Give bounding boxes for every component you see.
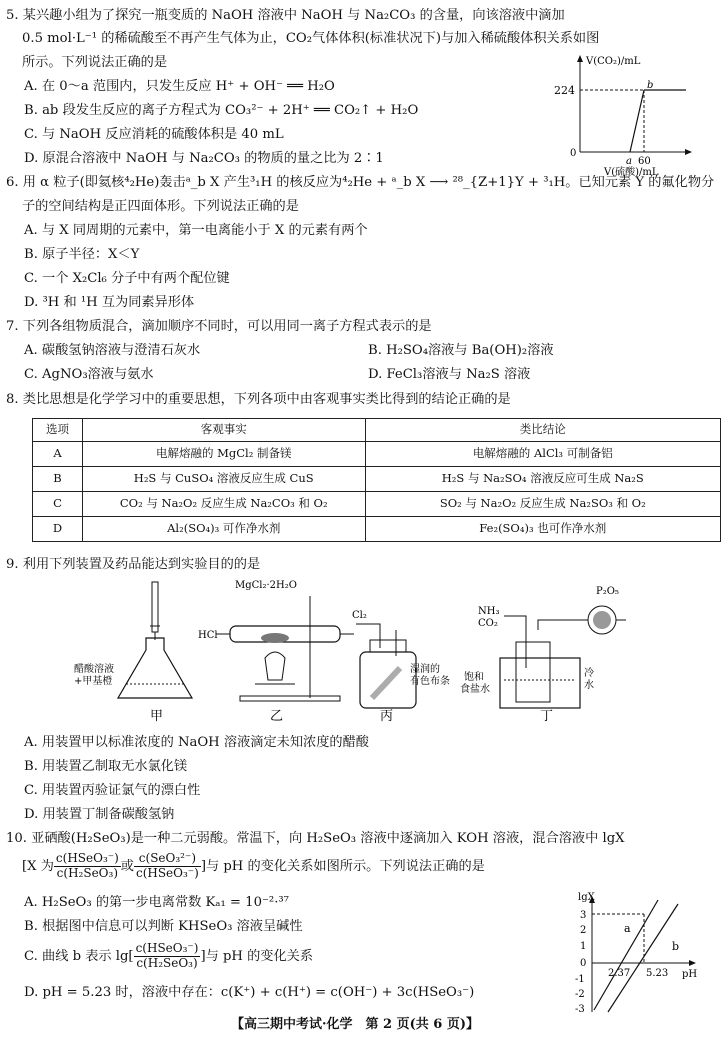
jia-label-2: +甲基橙: [74, 676, 113, 687]
q7-option-c: C. AgNO₃溶液与氨水: [24, 367, 154, 382]
q10-option-b: B. 根据图中信息可以判断 KHSeO₃ 溶液呈碱性: [24, 919, 303, 934]
q10-curve-b: [608, 904, 678, 1012]
q8-row-c-option: C: [33, 492, 83, 517]
apparatus-jia: [74, 582, 192, 724]
bing-label-1: 湿润的: [410, 664, 440, 675]
q9-option-a: A. 用装置甲以标准浓度的 NaOH 溶液滴定未知浓度的醋酸: [24, 735, 369, 750]
q10-frac-2: [134, 852, 201, 881]
q10-curve-a-label: a: [624, 922, 631, 935]
q9-option-d: D. 用装置丁制备碳酸氢钠: [24, 807, 175, 822]
q10-frac-2-num: c(SeO₃²⁻): [134, 852, 201, 867]
q5-origin: 0: [570, 148, 577, 159]
q6-stem-line2: 子的空间结构是正四面体形。下列说法正确的是: [22, 199, 299, 214]
q8-row-b-fact: H₂S 与 CuSO₄ 溶液反应生成 CuS: [82, 467, 365, 492]
q8-row-d-fact: Al₂(SO₄)₃ 可作净水剂: [82, 517, 365, 542]
q10-curve-a: [594, 900, 658, 1010]
q8-row-a-option: A: [33, 442, 83, 467]
q10-frac-1: [54, 852, 121, 881]
q6-option-c: C. 一个 X₂Cl₆ 分子中有两个配位键: [24, 271, 230, 286]
q5-option-b: B. ab 段发生反应的离子方程式为 CO₃²⁻ + 2H⁺ ══ CO₂↑ + H₂O: [24, 103, 419, 118]
q10-frac-1-den: c(H₂SeO₃): [56, 865, 119, 880]
q5-point-b: b: [647, 80, 654, 91]
q10-line2-post: ]与 pH 的变化关系如图所示。下列说法正确的是: [200, 858, 485, 874]
table-row: [33, 467, 721, 492]
q10-ytick-m1: -1: [575, 974, 585, 985]
q8-header-conclusion: 类比结论: [365, 419, 720, 442]
q9-apparatus-figure: [60, 580, 660, 728]
q10-option-c-pre: C. 曲线 b 表示 lg[: [24, 948, 134, 964]
fig-bing: 丙: [380, 709, 394, 724]
q6-option-d: D. ³H 和 ¹H 互为同素异形体: [24, 295, 195, 310]
q8-row-a-fact: 电解熔融的 MgCl₂ 制备镁: [82, 442, 365, 467]
apparatus-bing: [352, 610, 450, 724]
table-row: [33, 492, 721, 517]
ding-co2-label: CO₂: [478, 618, 498, 629]
ding-left-label-2: 食盐水: [460, 684, 490, 695]
q10-y-ticks: [575, 910, 586, 1015]
ding-right-label-2: 水: [584, 680, 594, 691]
ding-left-label-1: 饱和: [464, 672, 484, 683]
apparatus-yi: [198, 580, 354, 724]
fig-yi: 乙: [270, 709, 284, 724]
page-footer: 【高三期中考试·化学 第 2 页(共 6 页)】: [230, 1017, 480, 1032]
table-row: [33, 517, 721, 542]
q10-option-d: D. pH = 5.23 时，溶液中存在：c(K⁺) + c(H⁺) = c(OH⁻) + 3c(HSeO₃⁻): [24, 985, 475, 1000]
q8-header-fact: 客观事实: [82, 419, 365, 442]
q5-option-d: D. 原混合溶液中 NaOH 与 Na₂CO₃ 的物质的量之比为 2∶1: [24, 151, 384, 166]
q5-stem-line2: 0.5 mol·L⁻¹ 的稀硫酸至不再产生气体为止，CO₂气体体积(标准状况下)与加入稀硫酸体积关系如图: [22, 31, 600, 46]
q10-option-a: A. H₂SeO₃ 的第一步电离常数 Kₐ₁ = 10⁻²·³⁷: [24, 895, 289, 910]
q7-stem: 7. 下列各组物质混合，滴加顺序不同时，可以用同一离子方程式表示的是: [6, 319, 432, 334]
q10-stem-line2: [22, 852, 485, 881]
q10-line2-pre: [X 为: [22, 858, 54, 874]
q5-xtick-60: 60: [638, 156, 651, 167]
q8-stem: 8. 类比思想是化学学习中的重要思想，下列各项中由客观事实类比得到的结论正确的是: [6, 392, 511, 407]
q10-curve-b-label: b: [672, 940, 680, 953]
q10-frac-2-den: c(HSeO₃⁻): [135, 865, 199, 880]
q5-xlabel: V(硫酸)/mL: [604, 167, 659, 178]
q8-row-d-option: D: [33, 517, 83, 542]
yi-top-label: MgCl₂·2H₂O: [235, 580, 297, 591]
q6-option-b: B. 原子半径：X＜Y: [24, 247, 140, 262]
q9-option-c: C. 用装置丙验证氯气的漂白性: [24, 783, 201, 798]
q8-table: [32, 418, 721, 542]
q10-x-5-23: 5.23: [646, 968, 669, 979]
q6-option-a: A. 与 X 同周期的元素中，第一电离能小于 X 的元素有两个: [24, 223, 368, 238]
q8-header-option: 选项: [33, 419, 83, 442]
q5-option-a: A. 在 0～a 范围内，只发生反应 H⁺ + OH⁻ ══ H₂O: [24, 79, 335, 94]
q5-stem-line1: 5. 某兴趣小组为了探究一瓶变质的 NaOH 溶液中 NaOH 与 Na₂CO₃ 的含量，向该溶液中滴加: [6, 8, 565, 23]
q10-ytick-1: 1: [580, 941, 587, 952]
apparatus-ding: [460, 586, 626, 724]
q7-option-d: D. FeCl₃溶液与 Na₂S 溶液: [368, 367, 531, 382]
fig-ding: 丁: [540, 709, 554, 724]
q5-stem-line3: 所示。下列说法正确的是: [22, 55, 168, 70]
q8-row-b-option: B: [33, 467, 83, 492]
q10-ytick-3: 3: [580, 910, 587, 921]
q5-ytick-224: 224: [554, 84, 575, 97]
q5-graph: [548, 52, 698, 178]
ding-right-label-1: 冷: [584, 668, 594, 679]
q10-ytick-2: 2: [580, 925, 587, 936]
bing-cl2-label: Cl₂: [352, 610, 367, 621]
q10-ytick-m2: -2: [575, 989, 585, 1000]
q10-x-2-37: 2.37: [608, 968, 631, 979]
q9-stem: 9. 利用下列装置及药品能达到实验目的的是: [6, 557, 261, 572]
q10-option-c-den: c(H₂SeO₃): [136, 955, 198, 970]
ding-p2o5-label: P₂O₅: [596, 586, 619, 597]
q10-option-c-frac: [134, 942, 201, 971]
q10-ytick-0: 0: [580, 958, 587, 969]
q10-xlabel: pH: [682, 969, 698, 980]
q5-xtick-a: a: [626, 156, 632, 167]
jia-label-1: 醋酸溶液: [74, 664, 114, 675]
q10-option-c-num: c(HSeO₃⁻): [135, 941, 199, 955]
q10-stem-line1: 10. 亚硒酸(H₂SeO₃)是一种二元弱酸。常温下，向 H₂SeO₃ 溶液中逐滴加入 KOH 溶液，混合溶液中 lgX: [6, 831, 625, 846]
q6-stem-line1: 6. 用 α 粒子(即氦核⁴₂He)轰击ᵃ_b X 产生³₁H 的核反应为⁴₂He + ᵃ_b X ⟶ ²⁸_{Z+1}Y + ³₁H。已知元素 Y 的氟化物分: [6, 175, 715, 190]
q8-row-d-conclusion: Fe₂(SO₄)₃ 也可作净水剂: [365, 517, 720, 542]
q10-option-c-post: ]与 pH 的变化关系: [200, 948, 314, 964]
q8-row-c-conclusion: SO₂ 与 Na₂O₂ 反应生成 Na₂SO₃ 和 O₂: [365, 492, 720, 517]
q8-row-c-fact: CO₂ 与 Na₂O₂ 反应生成 Na₂CO₃ 和 O₂: [82, 492, 365, 517]
fig-jia: 甲: [150, 709, 164, 724]
q8-row-b-conclusion: H₂S 与 Na₂SO₄ 溶液反应可生成 Na₂S: [365, 467, 720, 492]
q8-row-a-conclusion: 电解熔融的 AlCl₃ 可制备铝: [365, 442, 720, 467]
q10-graph: [558, 890, 704, 1018]
q10-option-c: [24, 942, 313, 971]
q10-ytick-m3: -3: [575, 1004, 585, 1015]
table-row: [33, 442, 721, 467]
q10-frac-1-num: c(HSeO₃⁻): [55, 851, 119, 865]
q5-curve-ab: [630, 90, 644, 152]
q10-ylabel: lgX: [578, 892, 595, 903]
q9-option-b: B. 用装置乙制取无水氯化镁: [24, 759, 188, 774]
q7-option-b: B. H₂SO₄溶液与 Ba(OH)₂溶液: [368, 343, 554, 358]
q5-option-c: C. 与 NaOH 反应消耗的硫酸体积是 40 mL: [24, 127, 284, 142]
bing-label-2: 有色布条: [410, 676, 450, 687]
ding-nh3-label: NH₃: [478, 606, 500, 617]
q5-ylabel: V(CO₂)/mL: [586, 56, 641, 67]
q10-line2-or: 或: [120, 858, 134, 874]
yi-hcl-label: HCl: [198, 630, 218, 641]
q8-table-header: [33, 419, 721, 442]
q7-option-a: A. 碳酸氢钠溶液与澄清石灰水: [24, 343, 201, 358]
